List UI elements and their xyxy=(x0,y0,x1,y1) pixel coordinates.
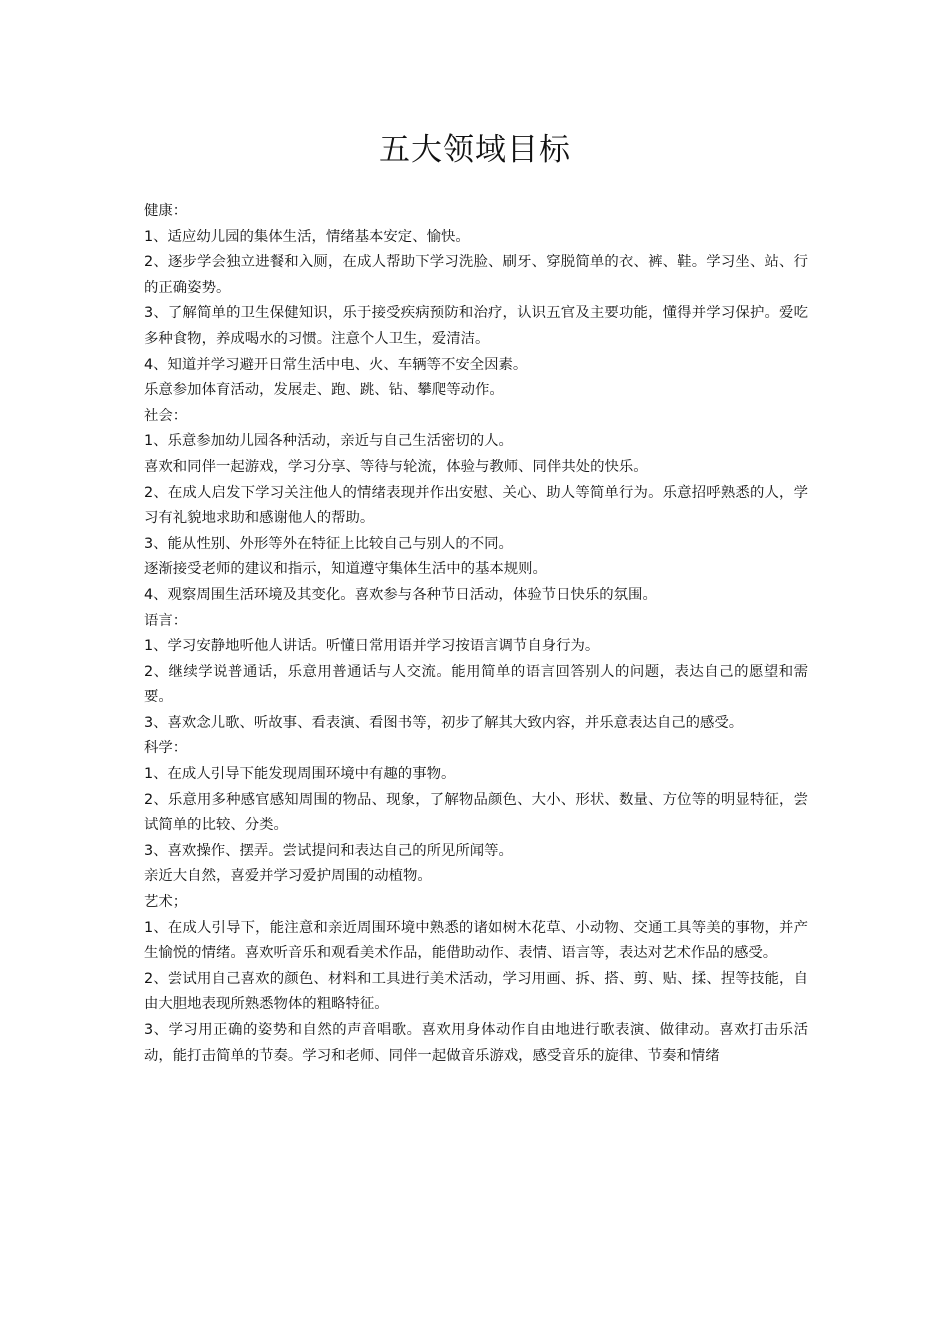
paragraph: 2、尝试用自己喜欢的颜色、材料和工具进行美术活动，学习用画、拆、搭、剪、贴、揉、捏等技能，自由大胆地表现所熟悉物体的粗略特征。 xyxy=(144,970,808,1013)
document-body xyxy=(144,199,808,1069)
paragraph: 2、在成人启发下学习关注他人的情绪表现并作出安慰、关心、助人等简单行为。乐意招呼熟悉的人，学习有礼貌地求助和感谢他人的帮助。 xyxy=(144,484,808,527)
paragraph: 4、观察周围生活环境及其变化。喜欢参与各种节日活动，体验节日快乐的氛围。 xyxy=(144,586,657,603)
paragraph: 1、适应幼儿园的集体生活，情绪基本安定、愉快。 xyxy=(144,228,470,245)
paragraph: 4、知道并学习避开日常生活中电、火、车辆等不安全因素。 xyxy=(144,356,528,373)
section-heading-language: 语言： xyxy=(144,612,188,629)
paragraph: 乐意参加体育活动，发展走、跑、跳、钻、攀爬等动作。 xyxy=(144,382,504,399)
paragraph: 2、逐步学会独立进餐和入厕，在成人帮助下学习洗脸、刷牙、穿脱简单的衣、裤、鞋。学习坐、站、行的正确姿势。 xyxy=(144,254,808,296)
paragraph: 逐渐接受老师的建议和指示，知道遵守集体生活中的基本规则。 xyxy=(144,561,547,578)
section-heading-art: 艺术； xyxy=(144,894,188,911)
paragraph: 2、继续学说普通话，乐意用普通话与人交流。能用简单的语言回答别人的问题，表达自己的愿望和需要。 xyxy=(144,663,808,706)
paragraph: 1、学习安静地听他人讲话。听懂日常用语并学习按语言调节自身行为。 xyxy=(144,638,600,655)
paragraph: 3、了解简单的卫生保健知识，乐于接受疾病预防和治疗，认识五官及主要功能，懂得并学习保护。爱吃多种食物，养成喝水的习惯。注意个人卫生，爱清洁。 xyxy=(144,305,808,347)
section-heading-science: 科学： xyxy=(144,740,188,757)
paragraph: 1、乐意参加幼儿园各种活动，亲近与自己生活密切的人。 xyxy=(144,433,513,450)
paragraph: 3、喜欢念儿歌、听故事、看表演、看图书等，初步了解其大致内容，并乐意表达自己的感受。 xyxy=(144,714,744,731)
paragraph: 3、学习用正确的姿势和自然的声音唱歌。喜欢用身体动作自由地进行歌表演、做律动。喜欢打击乐活动，能打击简单的节奏。学习和老师、同伴一起做音乐游戏，感受音乐的旋律、节奏和情绪 xyxy=(144,1022,808,1064)
section-heading-health: 健康： xyxy=(144,203,188,219)
paragraph: 1、在成人引导下能发现周围环境中有趣的事物。 xyxy=(144,766,456,783)
section-heading-society: 社会： xyxy=(144,407,188,424)
document-title: 五大领域目标 xyxy=(379,132,571,168)
paragraph: 喜欢和同伴一起游戏，学习分享、等待与轮流，体验与教师、同伴共处的快乐。 xyxy=(144,458,648,475)
paragraph: 3、喜欢操作、摆弄。尝试提问和表达自己的所见所闻等。 xyxy=(144,842,513,859)
paragraph: 亲近大自然，喜爱并学习爱护周围的动植物。 xyxy=(144,868,432,885)
paragraph: 2、乐意用多种感官感知周围的物品、现象，了解物品颜色、大小、形状、数量、方位等的明显特征，尝试简单的比较、分类。 xyxy=(144,791,808,834)
paragraph: 1、在成人引导下，能注意和亲近周围环境中熟悉的诸如树木花草、小动物、交通工具等美的事物，并产生愉悦的情绪。喜欢听音乐和观看美术作品，能借助动作、表情、语言等，表达对艺术作品的感受。 xyxy=(144,919,808,962)
paragraph: 3、能从性别、外形等外在特征上比较自己与别人的不同。 xyxy=(144,535,513,552)
